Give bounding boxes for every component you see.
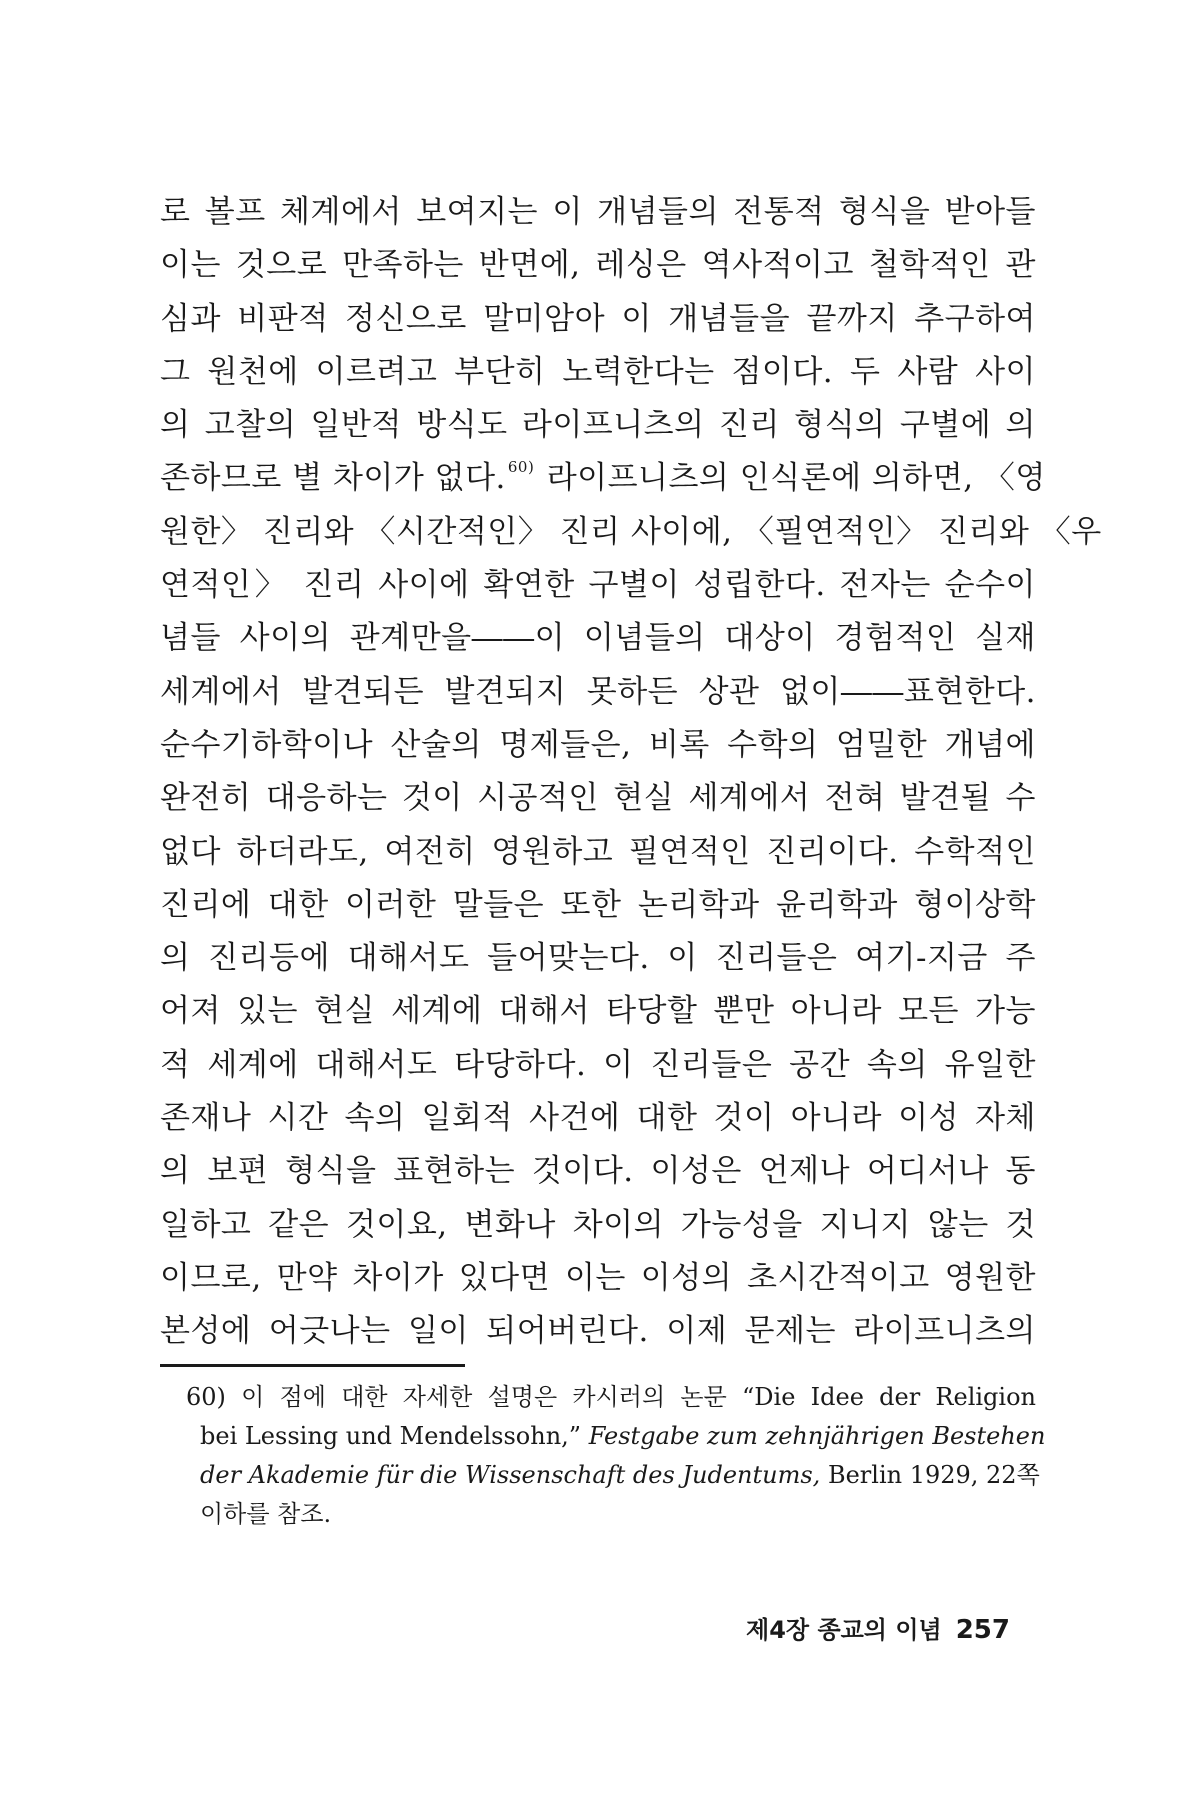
text-line: 본성에 어긋나는 일이 되어버린다. 이제 문제는 라이프니츠의 [160, 1313, 1036, 1350]
text-line: 적 세계에 대해서도 타당하다. 이 진리들은 공간 속의 유일한 [160, 1046, 1036, 1083]
text-line: 이는 것으로 만족하는 반면에, 레싱은 역사적이고 철학적인 관 [160, 247, 1036, 284]
text-line: 로 볼프 체계에서 보여지는 이 개념들의 전통적 형식을 받아들 [160, 194, 1036, 230]
footnote-italic-title: der Akademie für die Wissenschaft des Judentums, [200, 1461, 821, 1489]
footnote-reference[interactable]: 60) [507, 458, 535, 477]
text-line: 심과 비판적 정신으로 말미암아 이 개념들을 끝까지 추구하여 [160, 300, 1036, 337]
footnote-line [186, 1456, 1040, 1495]
footnote-text: bei Lessing und Mendelssohn,” [200, 1422, 582, 1450]
text-line: 존재나 시간 속의 일회적 사건에 대한 것이 아니라 이성 자체 [160, 1100, 1036, 1137]
footnote [186, 1378, 1046, 1534]
page-footer [746, 1610, 1010, 1645]
main-text [160, 186, 1102, 1359]
text-line: 진리에 대한 이러한 말들은 또한 논리학과 윤리학과 형이상학 [160, 886, 1036, 923]
text-line: 념들 사이의 관계만을――이 이념들의 대상이 경험적인 실재 [160, 620, 1036, 657]
chapter-title: 제4장 종교의 이념 [746, 1616, 942, 1644]
footnote-italic-title: Festgabe zum zehnjährigen Bestehen [588, 1422, 1046, 1450]
text-line: 완전히 대응하는 것이 시공적인 현실 세계에서 전혀 발견될 수 [160, 780, 1036, 817]
text-line: 순수기하학이나 산술의 명제들은, 비록 수학의 엄밀한 개념에 [160, 726, 1036, 763]
text-line: 의 보편 형식을 표현하는 것이다. 이성은 언제나 어디서나 동 [160, 1153, 1036, 1190]
text-line-with-footnote [160, 452, 1046, 505]
footnote-line [186, 1417, 1046, 1456]
footnote-text: Berlin 1929, 22쪽 [827, 1461, 1040, 1489]
text-line: 원한〉 진리와 〈시간적인〉 진리 사이에, 〈필연적인〉 진리와 〈우 [160, 513, 1102, 550]
text-line: 그 원천에 이르려고 부단히 노력한다는 점이다. 두 사람 사이 [160, 353, 1036, 390]
text-segment: 라이프니츠의 인식론에 의하면, 〈영 [536, 460, 1046, 497]
text-line: 어져 있는 현실 세계에 대해서 타당할 뿐만 아니라 모든 가능 [160, 993, 1036, 1030]
footnote-divider [160, 1364, 465, 1367]
text-line: 이므로, 만약 차이가 있다면 이는 이성의 초시간적이고 영원한 [160, 1259, 1036, 1296]
text-line: 연적인〉 진리 사이에 확연한 구별이 성립한다. 전자는 순수이 [160, 567, 1036, 604]
text-line: 의 고찰의 일반적 방식도 라이프니츠의 진리 형식의 구별에 의 [160, 407, 1036, 444]
footnote-line: 60) 이 점에 대한 자세한 설명은 카시러의 논문 “Die Idee der Religion [186, 1383, 1036, 1411]
text-line: 일하고 같은 것이요, 변화나 차이의 가능성을 지니지 않는 것 [160, 1206, 1036, 1243]
text-line: 의 진리등에 대해서도 들어맞는다. 이 진리들은 여기-지금 주 [160, 940, 1036, 977]
footnote-line: 이하를 참조. [200, 1500, 332, 1528]
text-line: 없다 하더라도, 여전히 영원하고 필연적인 진리이다. 수학적인 [160, 833, 1036, 870]
page-number: 257 [955, 1615, 1010, 1645]
text-line: 세계에서 발견되든 발견되지 못하든 상관 없이――표현한다. [160, 673, 1036, 710]
text-segment: 존하므로 별 차이가 없다. [160, 460, 506, 497]
